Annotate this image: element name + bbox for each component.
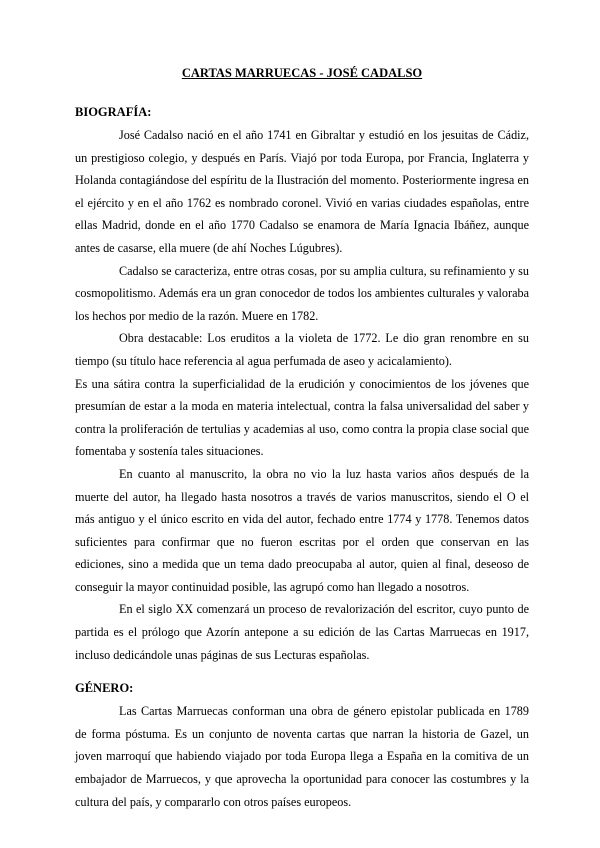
section-heading-genero: GÉNERO:: [75, 681, 134, 696]
document-title: CARTAS MARRUECAS - JOSÉ CADALSO: [181, 66, 423, 80]
document-page: [75, 66, 529, 813]
paragraph: Obra destacable: Los eruditos a la violeta de 1772. Le dio gran renombre en su tiempo (su título hace referencia al agua perfumada de aseo y acicalamiento).: [75, 331, 529, 368]
paragraph: Cadalso se caracteriza, entre otras cosas, por su amplia cultura, su refinamiento y su cosmopolitismo. Además era un gran conocedor de todos los ambientes culturales y valoraba los hechos por medio de la razón. Muere en 1782.: [75, 263, 529, 323]
paragraph: En el siglo XX comenzará un proceso de revalorización del escritor, cuyo punto de partida es el prólogo que Azorín antepone a su edición de las Cartas Marruecas en 1917, incluso dedicándole unas páginas de sus Lecturas españolas.: [75, 602, 529, 662]
paragraph: Las Cartas Marruecas conforman una obra de género epistolar publicada en 1789 de forma póstuma. Es un conjunto de noventa cartas que narran la historia de Gazel, un joven marroquí que habiendo viajado por toda Europa llega a España en la comitiva de un embajador de Marruecos, y que aprovecha la oportunidad para conocer las costumbres y la cultura del país, y compararlo con otros países europeos.: [75, 704, 529, 809]
paragraph: En cuanto al manuscrito, la obra no vio la luz hasta varios años después de la muerte del autor, ha llegado hasta nosotros a través de varios manuscritos, siendo el O el más antiguo y el único escrito en vida del autor, fechado entre 1774 y 1778. Tenemos datos suficientes para confirmar que no fueron escritas por el orden que conservan en las ediciones, sino a medida que un tema dado preocupaba al autor, quien al final, deseoso de conseguir la mayor continuidad posible, las agrupó como han llegado a nosotros.: [75, 466, 529, 594]
paragraph: José Cadalso nació en el año 1741 en Gibraltar y estudió en los jesuitas de Cádiz, un prestigioso colegio, y después en París. Viajó por toda Europa, por Francia, Inglaterra y Holanda contagiándose del espíritu de la Ilustración del momento. Posteriormente ingresa en el ejército y en el año 1762 es nombrado coronel. Vivió en varias ciudades españolas, entre ellas Madrid, donde en el año 1770 Cadalso se enamora de María Ignacia Ibáñez, aunque antes de casarse, ella muere (de ahí Noches Lúgubres).: [75, 128, 529, 255]
section-heading-biografia: BIOGRAFÍA:: [75, 105, 152, 119]
section-spacer: [75, 666, 529, 681]
paragraph: Es una sátira contra la superficialidad de la erudición y conocimientos de los jóvenes que presumían de estar a la moda en materia intelectual, contra la falsa universalidad del saber y contra la proliferación de tertulias y academias al uso, como contra la propia clase social que fomentaba y sostenía tales situaciones.: [75, 376, 529, 459]
